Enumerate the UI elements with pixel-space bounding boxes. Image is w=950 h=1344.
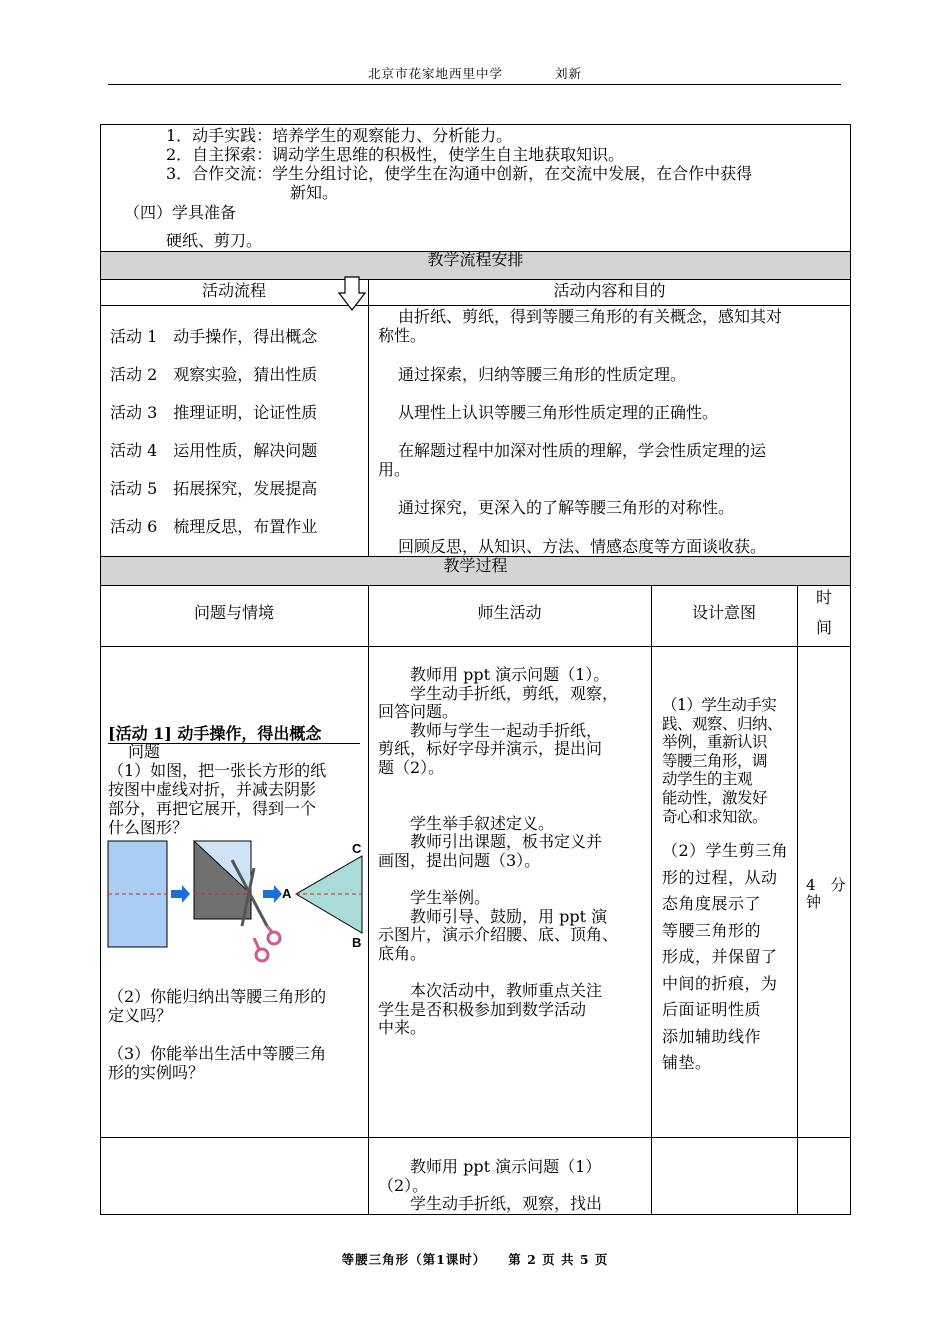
flow-purpose-4: 在解题过程中加深对性质的理解，学会性质定理的运	[398, 441, 767, 460]
header-activity: 师生活动	[477, 603, 542, 622]
tools-list: 硬纸、剪刀。	[166, 231, 263, 250]
goal-3: 3．合作交流：学生分组讨论，使学生在沟通中创新，在交流中发展，在合作中获得	[166, 164, 753, 183]
q1-line-1: （1）如图，把一张长方形的纸	[108, 761, 327, 780]
flow-activity-5: 活动 5 拓展探究，发展提高	[110, 479, 318, 498]
author-name: 刘新	[555, 66, 583, 81]
process-title: 教学过程	[443, 556, 508, 575]
goal-2: 2．自主探索：调动学生思维的积极性，使学生自主地获取知识。	[166, 145, 625, 164]
flow-col-left: 活动流程	[201, 281, 266, 300]
q1-line-3: 部分，再把它展开，得到一个	[108, 799, 317, 818]
flow-purpose-3: 从理性上认识等腰三角形性质定理的正确性。	[398, 403, 719, 422]
q3-line-1: （3）你能举出生活中等腰三角	[108, 1044, 327, 1063]
intent-2: （2）学生剪三角 形的过程，从动 态角度展示了 等腰三角形的 形成，并保留了 中间的折痕，为 后面证明性质 添加辅助线作 铺垫。	[662, 841, 789, 1072]
page-footer	[0, 1250, 950, 1268]
label-c: C	[352, 841, 362, 856]
activity-1-title: [活动 1] 动手操作，得出概念	[108, 724, 322, 743]
teacher-activity-1: 教师用 ppt 演示问题（1）。 学生动手折纸，剪纸，观察， 回答问题。 教师与学生一起动手折纸， 剪纸，标好字母并演示，提出问 题（2）。 学生举手叙述定义。 教师引出课题，板书定义并 画图，提出问题（3）。 学生举例。 教师引导、鼓励，用 ppt 演 示图片，演示介绍腰、底、顶角、 底角。 本次活动中，教师重点关注 学生是否积极参加到数学活动 中来。	[378, 665, 619, 1038]
teacher-activity-2: 教师用 ppt 演示问题（1） （2）。 学生动手折纸，观察，找出	[378, 1157, 603, 1214]
right-arrow-icon-2	[263, 885, 282, 903]
goal-1: 1．动手实践：培养学生的观察能力、分析能力。	[166, 126, 513, 145]
flow-purpose-1: 由折纸、剪纸，得到等腰三角形的有关概念，感知其对	[398, 307, 783, 326]
flow-activity-6: 活动 6 梳理反思，布置作业	[110, 517, 318, 536]
down-arrow-icon	[337, 276, 367, 312]
q3-line-2: 形的实例吗？	[108, 1063, 205, 1082]
flow-purpose-1b: 称性。	[378, 326, 427, 345]
header-intent: 设计意图	[691, 603, 756, 622]
flow-purpose-6: 回顾反思，从知识、方法、情感态度等方面谈收获。	[398, 537, 767, 556]
header-situation: 问题与情境	[193, 603, 274, 622]
flow-activity-3: 活动 3 推理证明，论证性质	[110, 403, 318, 422]
school-name: 北京市花家地西里中学	[367, 66, 503, 81]
goal-3-cont: 新知。	[290, 183, 339, 202]
question-label: 问题	[128, 742, 161, 761]
header-time-1: 时	[815, 588, 832, 607]
q2-line-2: 定义吗？	[108, 1006, 173, 1025]
right-arrow-icon	[171, 885, 190, 903]
label-a: A	[282, 886, 292, 901]
time-unit: 钟	[806, 893, 822, 911]
q1-line-2: 按图中虚线对折，并减去阴影	[108, 780, 317, 799]
flow-activity-2: 活动 2 观察实验，猜出性质	[110, 365, 318, 384]
q2-line-1: （2）你能归纳出等腰三角形的	[108, 987, 327, 1006]
footer-title: 等腰三角形（第1课时）	[341, 1252, 487, 1267]
header-time-2: 间	[815, 618, 832, 637]
footer-page: 第 2 页 共 5 页	[508, 1252, 609, 1267]
label-b: B	[352, 935, 362, 950]
paper-fold-figure	[104, 838, 366, 970]
flow-activity-1: 活动 1 动手操作，得出概念	[110, 327, 318, 346]
tools-heading: （四）学具准备	[124, 203, 237, 222]
flow-activity-4: 活动 4 运用性质，解决问题	[110, 441, 318, 460]
q1-line-4: 什么图形？	[108, 818, 189, 837]
flow-title: 教学流程安排	[427, 250, 524, 269]
flow-purpose-4b: 用。	[378, 460, 411, 479]
header-rule	[108, 84, 841, 85]
flow-col-right: 活动内容和目的	[553, 281, 666, 300]
flow-purpose-5: 通过探究，更深入的了解等腰三角形的对称性。	[398, 498, 735, 517]
intent-1: （1）学生动手实 践、观察、归纳、 举例，重新认识 等腰三角形，调 动学生的主观 能动性，激发好 奇心和求知欲。	[662, 696, 783, 826]
page-header	[0, 64, 950, 82]
flow-purpose-2: 通过探索，归纳等腰三角形的性质定理。	[398, 365, 687, 384]
time-value: 4 分	[806, 876, 846, 894]
